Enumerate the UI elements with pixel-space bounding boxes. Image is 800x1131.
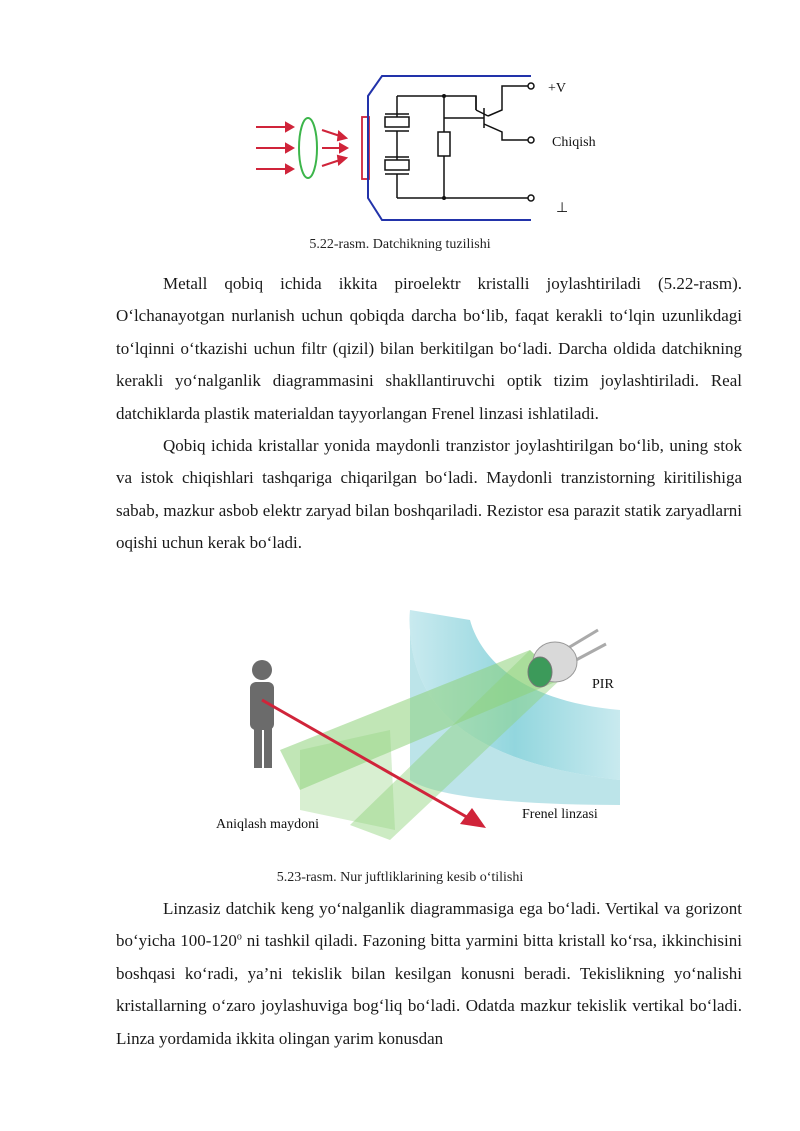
paragraph: Linzasiz datchik keng yo‘nalganlik diagrammasiga ega bo‘ladi. Vertikal va gorizont bo‘yicha 100-120$^o$ ni tashkil qiladi. Fazoning bitta yarmini bitta kristall ko‘rsa, ikkinchisini boshqasi ko‘radi, ya’ni tekislik bilan kesilgan konusni beradi. Tekislikning yo‘nalishi kristallarning o‘zaro joylashuviga bog‘liq bo‘ladi. Odatda mazkur tekislik vertikal bo‘ladi. Linza yordamida ikkita olingan yarim konusdan: [116, 899, 742, 1048]
lens-icon: [299, 118, 317, 178]
figure-caption-5-22: 5.22-rasm. Datchikning tuzilishi: [309, 237, 491, 252]
body-text-block-2: [116, 893, 742, 1055]
pyroelectric-crystals: [385, 96, 409, 198]
terminal-plus-v: [528, 83, 534, 89]
detection-field-illustration: [210, 610, 630, 850]
refracted-radiation-arrows: [322, 130, 347, 166]
label-plus-v: +V: [548, 81, 567, 96]
terminals: [528, 83, 534, 201]
circuit-wiring: [397, 86, 531, 198]
label-output: Chiqish: [552, 135, 596, 150]
paragraph: Qobiq ichida kristallar yonida maydonli tranzistor joylashtirilgan bo‘lib, uning stok va istok chiqishlari tashqariga chiqarilgan bo‘ladi. Maydonli tranzistorning kiritilishiga sabab, mazkur asbob elektr zaryad bilan boshqariladi. Rezistor esa parazit statik zaryadlarni oqishi uchun kerak bo‘ladi.: [116, 436, 742, 553]
person-icon: [250, 660, 274, 768]
sensor-circuit-diagram: [240, 70, 620, 230]
paragraph: Metall qobiq ichida ikkita piroelektr kristalli joylashtiriladi (5.22-rasm). O‘lchanayotgan nurlanish uchun qobiqda darcha bo‘lib, faqat kerakli to‘lqin uzunlikdagi to‘lqinni o‘tkazishi uchun filtr (qizil) bilan berkitilgan bo‘ladi. Darcha oldida datchikning kerakli yo‘nalganlik diagrammasini shakllantiruvchi optik tizim joylashtiriladi. Real datchiklarda plastik materialdan tayyorlangan Frenel linzasi ishlatiladi.: [116, 274, 742, 423]
label-pir: PIR: [592, 677, 614, 692]
terminal-output: [528, 137, 534, 143]
terminal-ground: [528, 195, 534, 201]
label-detection-field: Aniqlash maydoni: [216, 817, 320, 832]
incoming-radiation-arrows: [256, 123, 293, 173]
figure-caption-5-23: 5.23-rasm. Nur juftliklarining kesib o‘tilishi: [276, 870, 524, 885]
label-fresnel-lens: Frenel linzasi: [522, 807, 598, 822]
label-ground: ⊥: [556, 200, 569, 216]
body-text-block-1: [116, 268, 742, 560]
